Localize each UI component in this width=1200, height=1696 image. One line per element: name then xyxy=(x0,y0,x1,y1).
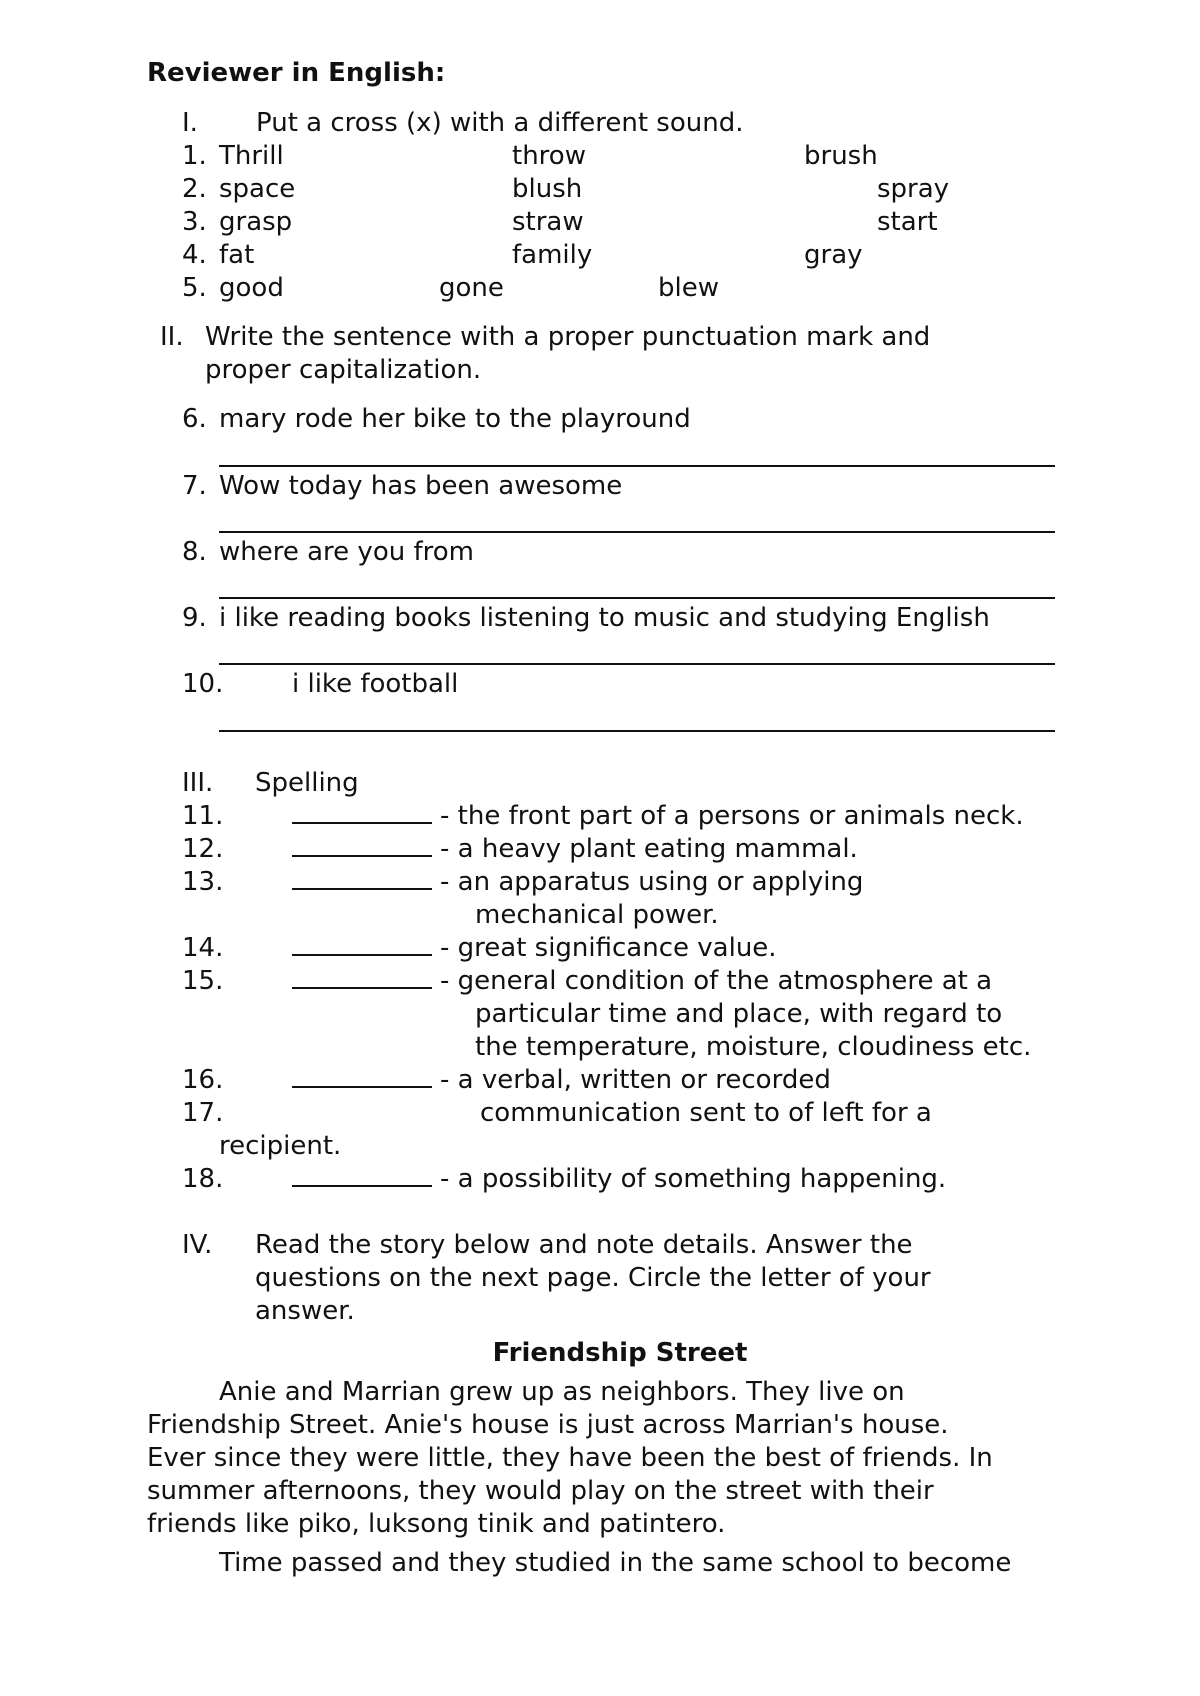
word-option: grasp xyxy=(219,207,293,237)
answer-line[interactable] xyxy=(219,465,1055,467)
definition-text: - an apparatus using or applying xyxy=(440,867,864,897)
word-option: blush xyxy=(512,174,583,204)
word-option: start xyxy=(877,207,938,237)
item-number: 13. xyxy=(182,867,224,897)
definition-text: - a verbal, written or recorded xyxy=(440,1065,831,1095)
answer-line[interactable] xyxy=(219,531,1055,533)
story-title: Friendship Street xyxy=(492,1338,748,1368)
sentence-prompt: where are you from xyxy=(219,537,474,567)
spelling-item xyxy=(292,1064,831,1096)
definition-text: communication sent to of left for a xyxy=(480,1098,932,1128)
story-line: friends like piko, luksong tinik and patintero. xyxy=(147,1509,726,1539)
spelling-item xyxy=(292,965,992,997)
page-title: Reviewer in English: xyxy=(147,58,446,88)
section-2-instruction-cont: proper capitalization. xyxy=(205,355,482,385)
section-4-instruction: Read the story below and note details. Answer the xyxy=(255,1230,913,1260)
spelling-item xyxy=(292,833,858,865)
section-1-instruction: Put a cross (x) with a different sound. xyxy=(256,108,744,138)
item-number: 7. xyxy=(182,471,207,501)
section-4-instruction-cont: questions on the next page. Circle the letter of your xyxy=(255,1263,931,1293)
story-line: Time passed and they studied in the same school to become xyxy=(219,1548,1012,1578)
item-number: 9. xyxy=(182,603,207,633)
word-option: good xyxy=(219,273,284,303)
item-number: 17. xyxy=(182,1098,224,1128)
word-option: spray xyxy=(877,174,950,204)
word-option: straw xyxy=(512,207,584,237)
sentence-prompt: i like reading books listening to music and studying English xyxy=(219,603,990,633)
item-number: 18. xyxy=(182,1164,224,1194)
item-number: 8. xyxy=(182,537,207,567)
spelling-blank[interactable] xyxy=(292,833,432,857)
section-3-heading: Spelling xyxy=(255,768,359,798)
definition-text-cont: recipient. xyxy=(219,1131,342,1161)
story-line: Friendship Street. Anie's house is just across Marrian's house. xyxy=(147,1410,949,1440)
spelling-item xyxy=(292,800,1024,832)
answer-line[interactable] xyxy=(219,597,1055,599)
spelling-blank[interactable] xyxy=(292,965,432,989)
definition-text: - general condition of the atmosphere at a xyxy=(440,966,993,996)
definition-text: - a heavy plant eating mammal. xyxy=(440,834,858,864)
word-option: gray xyxy=(804,240,863,270)
spelling-blank[interactable] xyxy=(292,932,432,956)
sentence-prompt: i like football xyxy=(292,669,459,699)
definition-text-cont: mechanical power. xyxy=(475,900,719,930)
word-option: gone xyxy=(439,273,504,303)
item-number: 10. xyxy=(182,669,224,699)
section-3-numeral: III. xyxy=(182,768,214,798)
spelling-blank[interactable] xyxy=(292,800,432,824)
definition-text: - great significance value. xyxy=(440,933,777,963)
section-2-numeral: II. xyxy=(160,322,184,352)
item-number: 2. xyxy=(182,174,207,204)
answer-line[interactable] xyxy=(219,663,1055,665)
section-1-numeral: I. xyxy=(182,108,198,138)
word-option: family xyxy=(512,240,593,270)
spelling-blank[interactable] xyxy=(292,1064,432,1088)
answer-line[interactable] xyxy=(219,730,1055,732)
section-2-instruction: Write the sentence with a proper punctuation mark and xyxy=(205,322,931,352)
sentence-prompt: mary rode her bike to the playround xyxy=(219,404,691,434)
spelling-item xyxy=(292,866,863,898)
spelling-item xyxy=(292,932,777,964)
item-number: 1. xyxy=(182,141,207,171)
item-number: 14. xyxy=(182,933,224,963)
spelling-blank[interactable] xyxy=(292,866,432,890)
word-option: Thrill xyxy=(219,141,284,171)
word-option: throw xyxy=(512,141,586,171)
sentence-prompt: Wow today has been awesome xyxy=(219,471,623,501)
item-number: 3. xyxy=(182,207,207,237)
definition-text-cont: particular time and place, with regard to xyxy=(475,999,1003,1029)
item-number: 4. xyxy=(182,240,207,270)
definition-text-cont: the temperature, moisture, cloudiness etc. xyxy=(475,1032,1032,1062)
story-line: summer afternoons, they would play on the street with their xyxy=(147,1476,934,1506)
spelling-item xyxy=(292,1163,946,1195)
item-number: 11. xyxy=(182,801,224,831)
word-option: fat xyxy=(219,240,255,270)
definition-text: - the front part of a persons or animals neck. xyxy=(440,801,1024,831)
section-4-instruction-cont: answer. xyxy=(255,1296,355,1326)
story-line: Anie and Marrian grew up as neighbors. They live on xyxy=(219,1377,905,1407)
word-option: blew xyxy=(658,273,719,303)
spelling-blank[interactable] xyxy=(292,1163,432,1187)
word-option: space xyxy=(219,174,296,204)
item-number: 5. xyxy=(182,273,207,303)
definition-text: - a possibility of something happening. xyxy=(440,1164,947,1194)
item-number: 12. xyxy=(182,834,224,864)
item-number: 6. xyxy=(182,404,207,434)
story-line: Ever since they were little, they have been the best of friends. In xyxy=(147,1443,993,1473)
item-number: 16. xyxy=(182,1065,224,1095)
item-number: 15. xyxy=(182,966,224,996)
section-4-numeral: IV. xyxy=(182,1230,213,1260)
word-option: brush xyxy=(804,141,878,171)
